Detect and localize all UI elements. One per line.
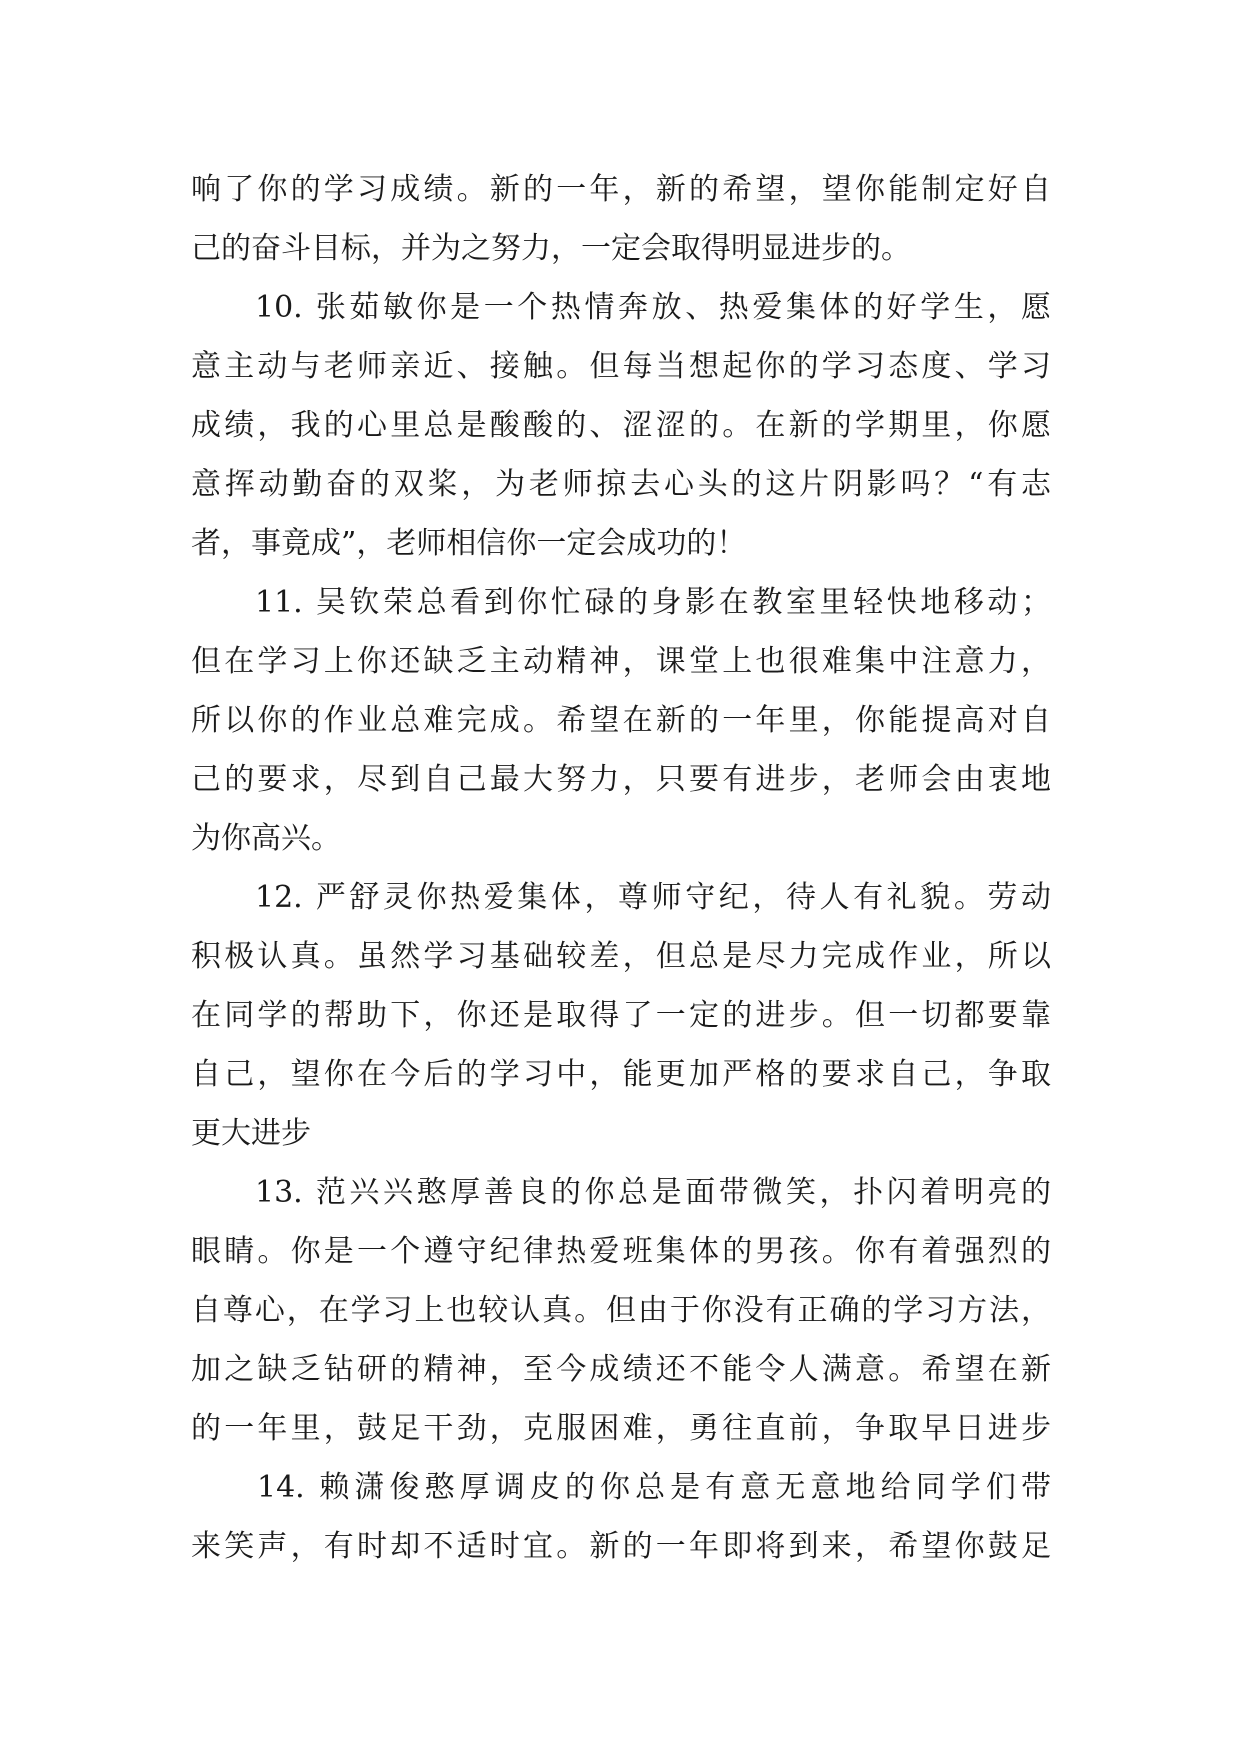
text-line: 响了你的学习成绩。新的一年，新的希望，望你能制定好自 — [191, 172, 1051, 207]
text-line: 己的奋斗目标，并为之努力，一定会取得明显进步的。 — [191, 231, 911, 266]
paragraph-start-line: 14. 赖潇俊憨厚调皮的你总是有意无意地给同学们带 — [257, 1470, 1051, 1505]
paragraph-start-line: 12. 严舒灵你热爱集体，尊师守纪，待人有礼貌。劳动 — [255, 880, 1051, 915]
text-line: 来笑声，有时却不适时宜。新的一年即将到来，希望你鼓足 — [191, 1529, 1051, 1564]
text-line: 自己，望你在今后的学习中，能更加严格的要求自己，争取 — [191, 1057, 1051, 1092]
paragraph-start-line: 10. 张茹敏你是一个热情奔放、热爱集体的好学生，愿 — [255, 290, 1051, 325]
text-line: 自尊心，在学习上也较认真。但由于你没有正确的学习方法， — [191, 1293, 1051, 1328]
text-line: 的一年里，鼓足干劲，克服困难，勇往直前，争取早日进步 — [191, 1411, 1051, 1446]
text-line: 成绩，我的心里总是酸酸的、涩涩的。在新的学期里，你愿 — [191, 408, 1051, 443]
text-line: 意挥动勤奋的双桨，为老师掠去心头的这片阴影吗？“有志 — [191, 467, 1051, 502]
text-line: 但在学习上你还缺乏主动精神，课堂上也很难集中注意力， — [191, 644, 1051, 679]
text-line: 己的要求，尽到自己最大努力，只要有进步，老师会由衷地 — [191, 762, 1051, 797]
comment-text-block — [191, 160, 1051, 1576]
text-line: 加之缺乏钻研的精神，至今成绩还不能令人满意。希望在新 — [191, 1352, 1051, 1387]
text-line: 更大进步 — [191, 1116, 311, 1151]
paragraph-start-line: 13. 范兴兴憨厚善良的你总是面带微笑，扑闪着明亮的 — [255, 1175, 1051, 1210]
text-line: 意主动与老师亲近、接触。但每当想起你的学习态度、学习 — [191, 349, 1051, 384]
text-line: 在同学的帮助下，你还是取得了一定的进步。但一切都要靠 — [191, 998, 1051, 1033]
text-line: 眼睛。你是一个遵守纪律热爱班集体的男孩。你有着强烈的 — [191, 1234, 1051, 1269]
text-line: 者，事竟成”，老师相信你一定会成功的！ — [191, 526, 747, 561]
text-line: 为你高兴。 — [191, 821, 341, 856]
paragraph-start-line: 11. 吴钦荣总看到你忙碌的身影在教室里轻快地移动； — [255, 585, 1051, 620]
text-line: 积极认真。虽然学习基础较差，但总是尽力完成作业，所以 — [191, 939, 1051, 974]
text-line: 所以你的作业总难完成。希望在新的一年里，你能提高对自 — [191, 703, 1051, 738]
